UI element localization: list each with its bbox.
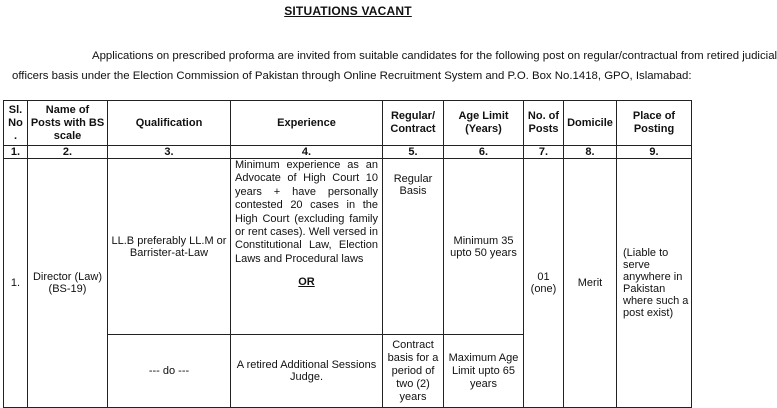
header-experience: Experience — [231, 101, 383, 146]
column-number: 4. — [231, 146, 383, 159]
header-domicile: Domicile — [564, 101, 617, 146]
cell-qualification-ditto: --- do --- — [108, 335, 231, 408]
column-number: 1. — [4, 146, 28, 159]
column-number: 6. — [444, 146, 524, 159]
cell-post-name: Director (Law) (BS-19) — [28, 159, 108, 408]
header-post-name: Name of Posts with BS scale — [28, 101, 108, 146]
cell-max-age: Maximum Age Limit upto 65 years — [444, 335, 524, 408]
or-separator: OR — [298, 276, 315, 289]
cell-contract-basis: Contract basis for a period of two (2) years — [383, 335, 444, 408]
column-number: 3. — [108, 146, 231, 159]
cell-domicile: Merit — [564, 159, 617, 408]
cell-sl-no: 1. — [4, 159, 28, 408]
cell-experience-alt: A retired Additional Sessions Judge. — [231, 335, 383, 408]
header-qualification: Qualification — [108, 101, 231, 146]
experience-text: Minimum experience as an Advocate of High Court 10 years + have personally contested 20 cases in the High Court (excluding family or rent cases). Well versed in Constitutional Law, Election Laws and Procedural laws — [235, 159, 378, 265]
column-number: 2. — [28, 146, 108, 159]
header-age-limit: Age Limit (Years) — [444, 101, 524, 146]
cell-experience — [231, 159, 383, 335]
table-row — [4, 159, 692, 335]
column-number: 7. — [524, 146, 564, 159]
cell-qualification: LL.B preferably LL.M or Barrister-at-Law — [108, 159, 231, 335]
intro-line-2: officers basis under the Election Commission of Pakistan through Online Recruitment System and P.O. Box No.1418, GPO, Islamabad: — [12, 70, 692, 82]
cell-place-of-posting: (Liable to serve anywhere in Pakistan where such a post exist) — [617, 159, 692, 408]
table-header-row — [4, 101, 692, 146]
header-no-of-posts: No. of Posts — [524, 101, 564, 146]
cell-age-limit: Minimum 35 upto 50 years — [444, 159, 524, 335]
header-regular-contract: Regular/ Contract — [383, 101, 444, 146]
intro-line-1: Applications on prescribed proforma are invited from suitable candidates for the following post on regular/contractual from retired judicial — [92, 50, 777, 62]
cell-regular-basis: Regular Basis — [383, 159, 444, 335]
header-sl-no: Sl. No . — [4, 101, 28, 146]
intro-paragraph — [12, 46, 777, 86]
vacancy-table — [3, 100, 692, 408]
column-number: 9. — [617, 146, 692, 159]
header-place-of-posting: Place of Posting — [617, 101, 692, 146]
page-title: SITUATIONS VACANT — [284, 4, 412, 18]
cell-no-of-posts: 01 (one) — [524, 159, 564, 408]
table-number-row — [4, 146, 692, 159]
column-number: 8. — [564, 146, 617, 159]
column-number: 5. — [383, 146, 444, 159]
